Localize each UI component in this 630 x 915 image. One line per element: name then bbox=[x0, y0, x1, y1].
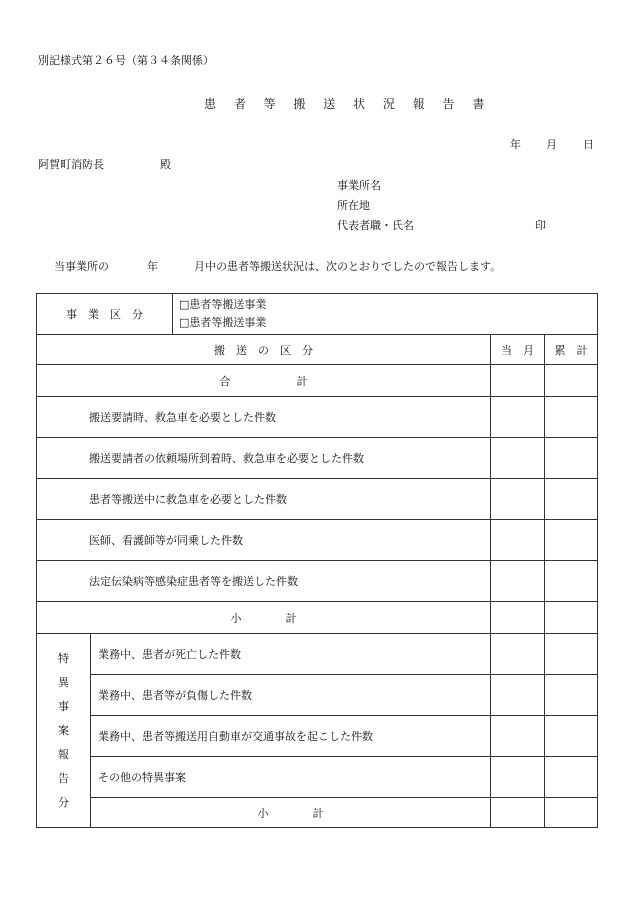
report-table bbox=[36, 293, 598, 828]
special-row bbox=[37, 675, 598, 716]
header-row bbox=[37, 335, 598, 365]
special-char: 事 bbox=[58, 699, 69, 713]
date-month: 月 bbox=[546, 138, 557, 151]
cumulative-cell[interactable] bbox=[545, 675, 598, 716]
total-cumulative-cell[interactable] bbox=[545, 365, 598, 397]
special-subtotal-row bbox=[37, 798, 598, 828]
row-label: 患者等搬送中に救急車を必要とした件数 bbox=[37, 479, 491, 520]
row-label: 搬送要請者の依頼場所到着時、救急車を必要とした件数 bbox=[37, 438, 491, 479]
special-char: 異 bbox=[58, 675, 69, 689]
date-year: 年 bbox=[510, 138, 521, 151]
subtotal-label: 小 計 bbox=[37, 602, 491, 634]
special-row-label: 業務中、患者が死亡した件数 bbox=[91, 634, 491, 675]
special-row-label: その他の特異事案 bbox=[91, 757, 491, 798]
date-day: 日 bbox=[583, 138, 594, 151]
this-month-cell[interactable] bbox=[491, 479, 545, 520]
special-cases-label bbox=[37, 634, 91, 828]
special-char: 報 bbox=[58, 747, 69, 761]
cumulative-cell[interactable] bbox=[545, 634, 598, 675]
special-char: 案 bbox=[58, 723, 69, 737]
cumulative-cell[interactable] bbox=[545, 520, 598, 561]
special-row-label: 業務中、患者等が負傷した件数 bbox=[91, 675, 491, 716]
table-row bbox=[37, 561, 598, 602]
subtotal-cumulative-cell[interactable] bbox=[545, 602, 598, 634]
this-month-cell[interactable] bbox=[491, 757, 545, 798]
statement-prefix: 当事業所の bbox=[54, 260, 109, 273]
representative-label: 代表者職・氏名 bbox=[337, 219, 414, 232]
addressee-name: 阿賀町消防長 bbox=[38, 158, 104, 171]
subtotal-this-month-cell[interactable] bbox=[491, 602, 545, 634]
cumulative-cell[interactable] bbox=[545, 479, 598, 520]
table-row bbox=[37, 520, 598, 561]
header-cumulative: 累 計 bbox=[545, 335, 598, 365]
cumulative-cell[interactable] bbox=[545, 716, 598, 757]
total-row bbox=[37, 365, 598, 397]
business-label: 事 業 区 分 bbox=[37, 294, 173, 335]
row-label: 医師、看護師等が同乗した件数 bbox=[37, 520, 491, 561]
form-number: 別記様式第２６号（第３４条関係） bbox=[38, 54, 214, 67]
this-month-cell[interactable] bbox=[491, 716, 545, 757]
business-options bbox=[173, 294, 598, 335]
this-month-cell[interactable] bbox=[491, 634, 545, 675]
special-row bbox=[37, 757, 598, 798]
table-row bbox=[37, 397, 598, 438]
this-month-cell[interactable] bbox=[491, 561, 545, 602]
this-month-cell[interactable] bbox=[491, 520, 545, 561]
seal-mark: 印 bbox=[535, 219, 546, 232]
special-char: 分 bbox=[58, 795, 69, 809]
address-label: 所在地 bbox=[337, 199, 370, 212]
addressee-honorific: 殿 bbox=[160, 158, 171, 171]
cumulative-cell[interactable] bbox=[545, 397, 598, 438]
statement-text: 月中の患者等搬送状況は、次のとおりでしたので報告します。 bbox=[194, 260, 502, 273]
business-row bbox=[37, 294, 598, 335]
this-month-cell[interactable] bbox=[491, 397, 545, 438]
special-row bbox=[37, 716, 598, 757]
statement-year: 年 bbox=[147, 260, 158, 273]
special-row bbox=[37, 634, 598, 675]
table-row bbox=[37, 438, 598, 479]
special-char: 特 bbox=[58, 651, 69, 665]
special-subtotal-label: 小 計 bbox=[91, 798, 491, 828]
row-label: 法定伝染病等感染症患者等を搬送した件数 bbox=[37, 561, 491, 602]
special-subtotal-this-month-cell[interactable] bbox=[491, 798, 545, 828]
office-name-label: 事業所名 bbox=[337, 179, 381, 192]
cumulative-cell[interactable] bbox=[545, 757, 598, 798]
special-row-label: 業務中、患者等搬送用自動車が交通事故を起こした件数 bbox=[91, 716, 491, 757]
header-category: 搬 送 の 区 分 bbox=[37, 335, 491, 365]
document-title: 患 者 等 搬 送 状 況 報 告 書 bbox=[204, 97, 492, 111]
subtotal-row bbox=[37, 602, 598, 634]
total-label: 合 計 bbox=[37, 365, 491, 397]
cumulative-cell[interactable] bbox=[545, 561, 598, 602]
cumulative-cell[interactable] bbox=[545, 438, 598, 479]
total-this-month-cell[interactable] bbox=[491, 365, 545, 397]
this-month-cell[interactable] bbox=[491, 438, 545, 479]
table-row bbox=[37, 479, 598, 520]
special-char: 告 bbox=[58, 771, 69, 785]
header-this-month: 当 月 bbox=[491, 335, 545, 365]
row-label: 搬送要請時、救急車を必要とした件数 bbox=[37, 397, 491, 438]
business-option-1[interactable]: □患者等搬送事業 bbox=[179, 298, 267, 311]
business-option-2[interactable]: □患者等搬送事業 bbox=[179, 316, 267, 329]
this-month-cell[interactable] bbox=[491, 675, 545, 716]
special-subtotal-cumulative-cell[interactable] bbox=[545, 798, 598, 828]
